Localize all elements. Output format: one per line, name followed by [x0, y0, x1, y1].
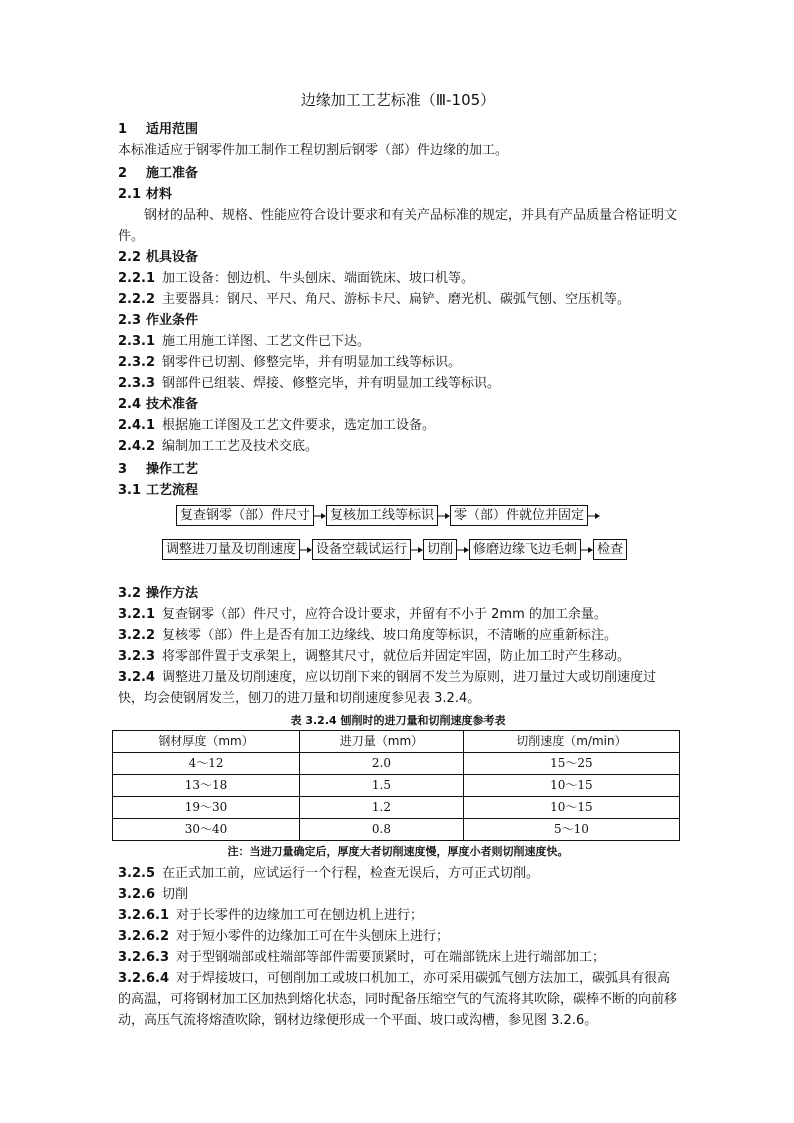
flow-step: 设备空载试运行: [312, 539, 411, 560]
list-item: [118, 373, 678, 394]
item-text: 对于型钢端部或柱端部等部件需要顶紧时，可在端部铣床上进行端部加工；: [176, 950, 606, 965]
section-1-heading: [118, 119, 678, 140]
list-item: [118, 947, 678, 968]
arrow-right-icon: [588, 506, 600, 525]
table-row: [113, 797, 680, 819]
item-number: 2.4.2: [118, 439, 156, 454]
section-2-1-text: 钢材的品种、规格、性能应符合设计要求和有关产品标准的规定，并具有产品质量合格证明文件。: [118, 208, 678, 244]
flow-step: 复核加工线等标识: [326, 505, 438, 526]
item-number: 3.2.6.3: [118, 950, 169, 965]
table-caption: 表 3.2.4 刨削时的进刀量和切削速度参考表: [290, 714, 506, 727]
table-cell: 30～40: [113, 819, 300, 841]
table-row: [113, 753, 680, 775]
flow-step: 复查钢零（部）件尺寸: [176, 505, 314, 526]
item-text: 编制加工工艺及技术交底。: [162, 439, 319, 454]
list-item: [118, 926, 678, 947]
section-title: 工艺流程: [146, 483, 199, 498]
arrow-right-icon: [581, 540, 593, 559]
process-flowchart: [118, 505, 678, 573]
section-2-1-heading: [118, 184, 678, 205]
item-number: 3.2.3: [118, 649, 156, 664]
list-item: [118, 646, 678, 667]
section-title: 作业条件: [146, 313, 199, 328]
flow-step: 修磨边缘飞边毛刺: [469, 539, 581, 560]
item-text: 对于焊接坡口，可刨削加工或坡口机加工，亦可采用碳弧气刨方法加工，碳弧具有很高的高温，可将钢材加工区加热到熔化状态，同时配备压缩空气的气流将其吹除，碳棒不断的向前移动，高压气流将熔渣吹除，钢材边缘便形成一个平面、坡口或沟槽，参见图 3.2.6。: [118, 971, 678, 1028]
section-number: 3: [118, 462, 128, 477]
section-number: 2.4: [118, 397, 142, 412]
table-cell: 15～25: [463, 753, 679, 775]
item-number: 2.2.1: [118, 271, 156, 286]
column-header: 钢材厚度（mm）: [113, 731, 300, 753]
section-1-text: 本标准适应于钢零件加工制作工程切割后钢零（部）件边缘的加工。: [118, 143, 509, 158]
item-text: 复核零（部）件上是否有加工边缘线、坡口角度等标识，不清晰的应重新标注。: [162, 628, 618, 643]
item-number: 3.2.6.4: [118, 971, 169, 986]
column-header: 切削速度（m/min）: [463, 731, 679, 753]
list-item: [118, 625, 678, 646]
section-2-heading: [118, 163, 678, 184]
item-number: 3.2.5: [118, 866, 156, 881]
section-number: 3.1: [118, 483, 142, 498]
arrow-right-icon: [300, 540, 312, 559]
table-note: 注：当进刀量确定后，厚度大者切削速度慢，厚度小者则切削速度快。: [227, 845, 569, 858]
item-text: 根据施工详图及工艺文件要求，选定加工设备。: [162, 418, 436, 433]
item-number: 2.2.2: [118, 292, 156, 307]
table-cell: 13～18: [113, 775, 300, 797]
section-number: 2: [118, 166, 128, 181]
section-number: 2.1: [118, 187, 142, 202]
arrow-right-icon: [457, 540, 469, 559]
item-text: 调整进刀量及切削速度，应以切削下来的钢屑不发兰为原则，进刀量过大或切削速度过快，均会使钢屑发兰，刨刀的进刀量和切削速度参见表 3.2.4。: [118, 670, 657, 706]
list-item: [118, 415, 678, 436]
flow-row-2: [162, 539, 627, 560]
flow-row-1: [176, 505, 600, 526]
item-number: 2.3.3: [118, 376, 156, 391]
item-text: 加工设备：刨边机、牛头刨床、端面铣床、坡口机等。: [162, 271, 475, 286]
item-text: 对于短小零件的边缘加工可在牛头刨床上进行；: [176, 929, 450, 944]
table-cell: 10～15: [463, 775, 679, 797]
list-item: [118, 863, 678, 884]
item-number: 3.2.6.2: [118, 929, 169, 944]
table-cell: 2.0: [300, 753, 464, 775]
section-3-heading: [118, 459, 678, 480]
column-header: 进刀量（mm）: [300, 731, 464, 753]
item-number: 2.3.2: [118, 355, 156, 370]
section-number: 1: [118, 122, 128, 137]
section-2-3-heading: [118, 310, 678, 331]
flow-step: 调整进刀量及切削速度: [162, 539, 300, 560]
arrow-right-icon: [411, 540, 423, 559]
section-3-2-heading: [118, 583, 678, 604]
item-number: 3.2.6.1: [118, 908, 169, 923]
flow-step: 零（部）件就位并固定: [450, 505, 588, 526]
flow-step: 检查: [593, 539, 627, 560]
section-title: 技术准备: [146, 397, 199, 412]
table-cell: 4～12: [113, 753, 300, 775]
list-item: [118, 436, 678, 457]
item-text: 主要器具：钢尺、平尺、角尺、游标卡尺、扁铲、磨光机、碳弧气刨、空压机等。: [162, 292, 631, 307]
list-item: [118, 667, 678, 709]
item-number: 3.2.2: [118, 628, 156, 643]
item-number: 2.3.1: [118, 334, 156, 349]
table-cell: 19～30: [113, 797, 300, 819]
cutting-parameters-table: [112, 730, 680, 841]
section-title: 适用范围: [146, 122, 199, 137]
section-3-1-heading: [118, 480, 678, 501]
item-number: 3.2.4: [118, 670, 156, 685]
section-number: 2.2: [118, 250, 142, 265]
section-number: 2.3: [118, 313, 142, 328]
section-title: 施工准备: [146, 166, 199, 181]
item-text: 施工用施工详图、工艺文件已下达。: [162, 334, 371, 349]
table-cell: 0.8: [300, 819, 464, 841]
section-title: 操作方法: [146, 586, 199, 601]
section-2-2-heading: [118, 247, 678, 268]
flow-step: 切削: [423, 539, 457, 560]
list-item: [118, 331, 678, 352]
item-text: 切削: [162, 887, 189, 902]
document-page: [118, 90, 678, 1031]
table-row: [113, 819, 680, 841]
list-item: [118, 884, 678, 905]
list-item: [118, 968, 678, 1031]
arrow-right-icon: [314, 506, 326, 525]
table-header-row: [113, 731, 680, 753]
section-number: 3.2: [118, 586, 142, 601]
item-text: 在正式加工前，应试运行一个行程，检查无误后，方可正式切削。: [162, 866, 540, 881]
arrow-right-icon: [438, 506, 450, 525]
list-item: [118, 268, 678, 289]
table-cell: 5～10: [463, 819, 679, 841]
section-title: 材料: [146, 187, 173, 202]
item-text: 钢部件已组装、焊接、修整完毕，并有明显加工线等标识。: [162, 376, 501, 391]
item-number: 3.2.1: [118, 607, 156, 622]
table-cell: 1.5: [300, 775, 464, 797]
document-title: 边缘加工工艺标准（Ⅲ-105）: [300, 91, 496, 109]
item-text: 钢零件已切割、修整完毕，并有明显加工线等标识。: [162, 355, 462, 370]
table-cell: 10～15: [463, 797, 679, 819]
section-2-4-heading: [118, 394, 678, 415]
list-item: [118, 905, 678, 926]
item-text: 将零部件置于支承架上，调整其尺寸，就位后并固定牢固，防止加工时产生移动。: [162, 649, 631, 664]
section-title: 操作工艺: [146, 462, 199, 477]
item-number: 2.4.1: [118, 418, 156, 433]
item-text: 对于长零件的边缘加工可在刨边机上进行；: [176, 908, 424, 923]
list-item: [118, 352, 678, 373]
item-text: 复查钢零（部）件尺寸，应符合设计要求，并留有不小于 2mm 的加工余量。: [162, 607, 607, 622]
section-title: 机具设备: [146, 250, 199, 265]
table-row: [113, 775, 680, 797]
list-item: [118, 604, 678, 625]
item-number: 3.2.6: [118, 887, 156, 902]
table-cell: 1.2: [300, 797, 464, 819]
list-item: [118, 289, 678, 310]
